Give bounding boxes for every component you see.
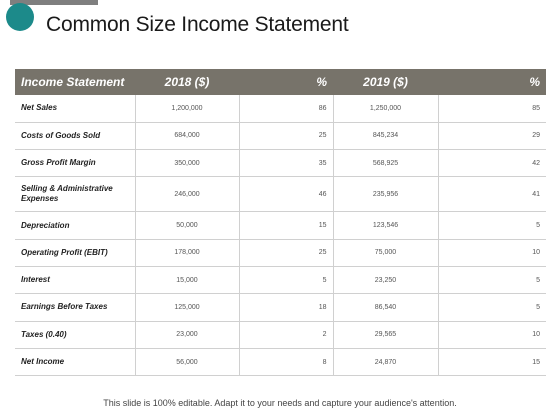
row-label: Net Income (15, 348, 135, 375)
value-2018: 125,000 (135, 294, 239, 321)
value-2019: 123,546 (333, 212, 438, 239)
pct-2019: 29 (438, 122, 546, 149)
table-row (15, 294, 546, 321)
table-row (15, 348, 546, 375)
table-row (15, 239, 546, 266)
header-pct-2019: % (438, 69, 546, 95)
pct-2018: 25 (239, 239, 333, 266)
pct-2019: 5 (438, 294, 546, 321)
pct-2018: 35 (239, 150, 333, 177)
value-2019: 845,234 (333, 122, 438, 149)
pct-2018: 15 (239, 212, 333, 239)
row-label: Selling & Administrative Expenses (15, 177, 135, 212)
header-2018: 2018 ($) (135, 69, 239, 95)
value-2019: 1,250,000 (333, 95, 438, 122)
table-row (15, 95, 546, 122)
row-label: Depreciation (15, 212, 135, 239)
header-income-statement: Income Statement (15, 69, 135, 95)
table-row (15, 150, 546, 177)
table-header-row (15, 69, 546, 95)
value-2018: 246,000 (135, 177, 239, 212)
value-2018: 1,200,000 (135, 95, 239, 122)
table-row (15, 212, 546, 239)
pct-2018: 8 (239, 348, 333, 375)
row-label: Interest (15, 266, 135, 293)
footer-note: This slide is 100% editable. Adapt it to your needs and capture your audience's attention. (103, 398, 457, 408)
page-title: Common Size Income Statement (46, 13, 349, 36)
accent-circle-icon (6, 3, 34, 31)
table-row (15, 122, 546, 149)
pct-2018: 46 (239, 177, 333, 212)
table-row (15, 321, 546, 348)
pct-2018: 18 (239, 294, 333, 321)
pct-2019: 42 (438, 150, 546, 177)
value-2018: 178,000 (135, 239, 239, 266)
value-2019: 75,000 (333, 239, 438, 266)
pct-2018: 5 (239, 266, 333, 293)
value-2018: 50,000 (135, 212, 239, 239)
value-2019: 568,925 (333, 150, 438, 177)
table-row (15, 266, 546, 293)
value-2018: 23,000 (135, 321, 239, 348)
pct-2019: 15 (438, 348, 546, 375)
header-pct-2018: % (239, 69, 333, 95)
pct-2019: 5 (438, 266, 546, 293)
pct-2018: 25 (239, 122, 333, 149)
pct-2019: 85 (438, 95, 546, 122)
row-label: Net Sales (15, 95, 135, 122)
row-label: Operating Profit (EBIT) (15, 239, 135, 266)
pct-2019: 5 (438, 212, 546, 239)
value-2019: 24,870 (333, 348, 438, 375)
row-label: Gross Profit Margin (15, 150, 135, 177)
pct-2018: 86 (239, 95, 333, 122)
value-2019: 29,565 (333, 321, 438, 348)
value-2018: 350,000 (135, 150, 239, 177)
value-2018: 684,000 (135, 122, 239, 149)
row-label: Taxes (0.40) (15, 321, 135, 348)
value-2018: 15,000 (135, 266, 239, 293)
row-label: Earnings Before Taxes (15, 294, 135, 321)
row-label: Costs of Goods Sold (15, 122, 135, 149)
table-row (15, 177, 546, 212)
header-2019: 2019 ($) (333, 69, 438, 95)
value-2019: 23,250 (333, 266, 438, 293)
value-2019: 86,540 (333, 294, 438, 321)
pct-2019: 10 (438, 321, 546, 348)
pct-2018: 2 (239, 321, 333, 348)
value-2019: 235,956 (333, 177, 438, 212)
value-2018: 56,000 (135, 348, 239, 375)
pct-2019: 41 (438, 177, 546, 212)
pct-2019: 10 (438, 239, 546, 266)
income-statement-table (15, 69, 546, 376)
